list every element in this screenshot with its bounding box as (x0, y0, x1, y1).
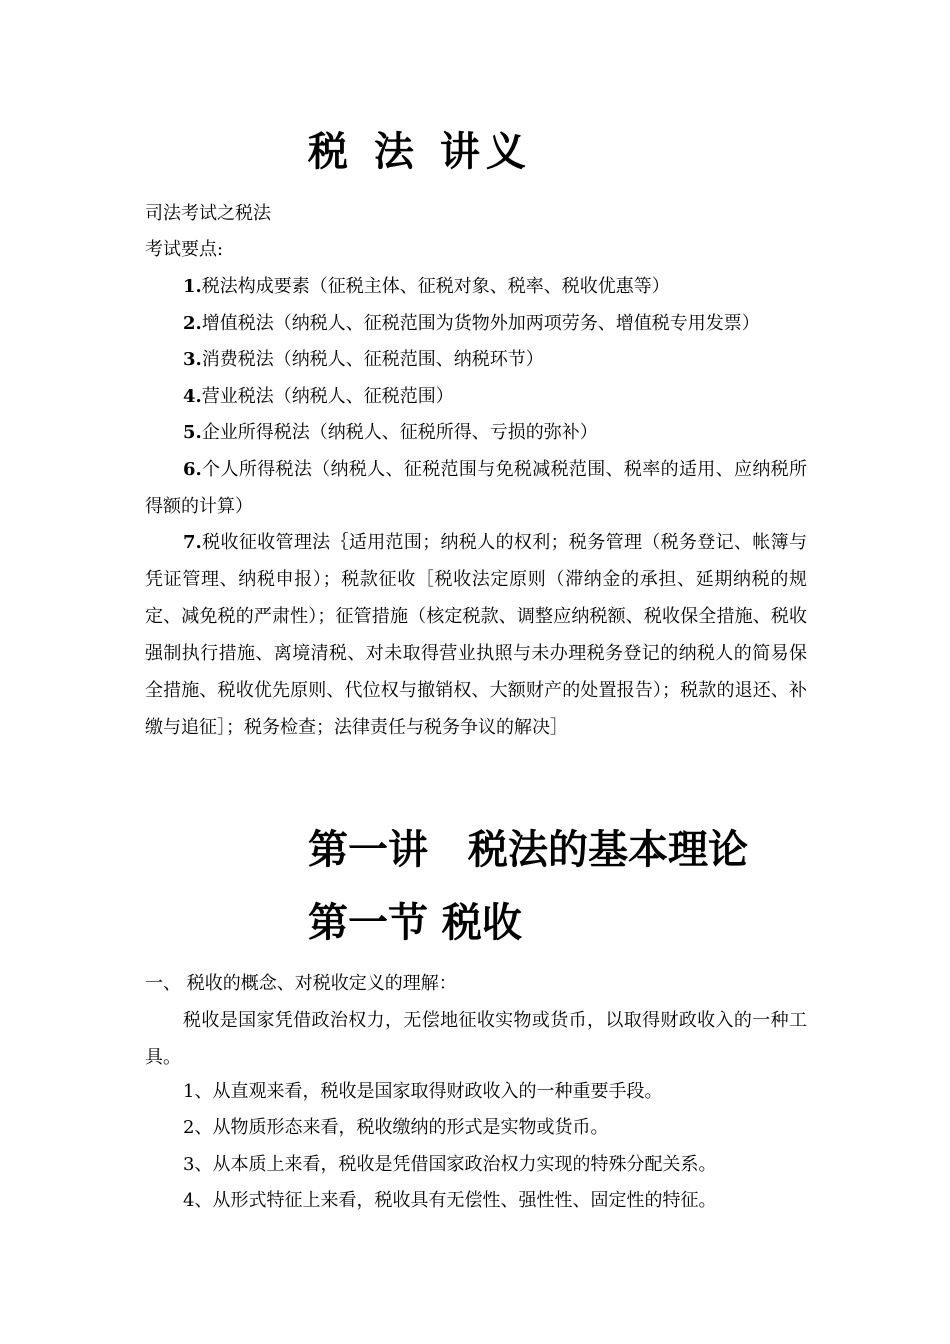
key-point-6 (145, 451, 807, 525)
lecture-title: 第一讲 税法的基本理论 (308, 826, 748, 873)
key-point-3 (183, 347, 544, 373)
understanding-4: 4、从形式特征上来看，税收具有无偿性、强性性、固定性的特征。 (183, 1190, 717, 1211)
section-one-heading: 一、 税收的概念、对税收定义的理解： (145, 973, 457, 994)
main-title: 税 法 讲义 (308, 128, 532, 175)
tax-definition: 税收是国家凭借政治权力，无偿地征收实物或货币，以取得财政收入的一种工具。 (145, 1010, 807, 1068)
understanding-1: 1、从直观来看，税收是国家取得财政收入的一种重要手段。 (183, 1081, 663, 1102)
key-point-1 (183, 274, 670, 300)
key-point-4 (183, 384, 454, 410)
key-point-text: 消费税法（纳税人、征税范围、纳税环节） (201, 349, 544, 370)
key-point-text: 税收征收管理法｛适用范围；纳税人的权利；税务管理（税务登记、帐簿与凭证管理、纳税申报）；税款征收［税收法定原则（滞纳金的承担、延期纳税的规定、减免税的严肃性）；征管措施（核定税款、调整应纳税额、税收保全措施、税收强制执行措施、离境清税、对未取得营业执照与未办理税务登记的纳税人的简易保全措施、税收优先原则、代位权与撤销权、大额财产的处置报告）；税款的退还、补缴与追征］；税务检查；法律责任与税务争议的解决］ (145, 532, 807, 738)
key-points-label: 考试要点: (145, 239, 224, 260)
key-point-number: 2. (183, 313, 202, 334)
key-point-text: 税法构成要素（征税主体、征税对象、税率、税收优惠等） (201, 276, 670, 297)
section-title: 第一节 税收 (308, 899, 522, 946)
key-point-number: 3. (183, 349, 202, 370)
key-point-number: 5. (183, 422, 202, 443)
key-point-number: 6. (183, 459, 202, 480)
key-point-5 (183, 420, 598, 446)
key-point-number: 4. (183, 386, 202, 407)
key-point-text: 增值税法（纳税人、征税范围为货物外加两项劳务、增值税专用发票） (201, 313, 760, 334)
understanding-3: 3、从本质上来看，税收是凭借国家政治权力实现的特殊分配关系。 (183, 1154, 717, 1175)
key-point-number: 1. (183, 276, 202, 297)
key-point-text: 个人所得税法（纳税人、征税范围与免税减税范围、税率的适用、应纳税所得额的计算） (145, 459, 807, 517)
understanding-2: 2、从物质形态来看，税收缴纳的形式是实物或货币。 (183, 1117, 609, 1138)
key-point-7 (145, 524, 807, 746)
key-point-text: 企业所得税法（纳税人、征税所得、亏损的弥补） (201, 422, 598, 443)
key-point-2 (183, 311, 760, 337)
subtitle: 司法考试之税法 (145, 203, 271, 224)
key-point-number: 7. (183, 532, 202, 553)
key-point-text: 营业税法（纳税人、征税范围） (201, 386, 454, 407)
